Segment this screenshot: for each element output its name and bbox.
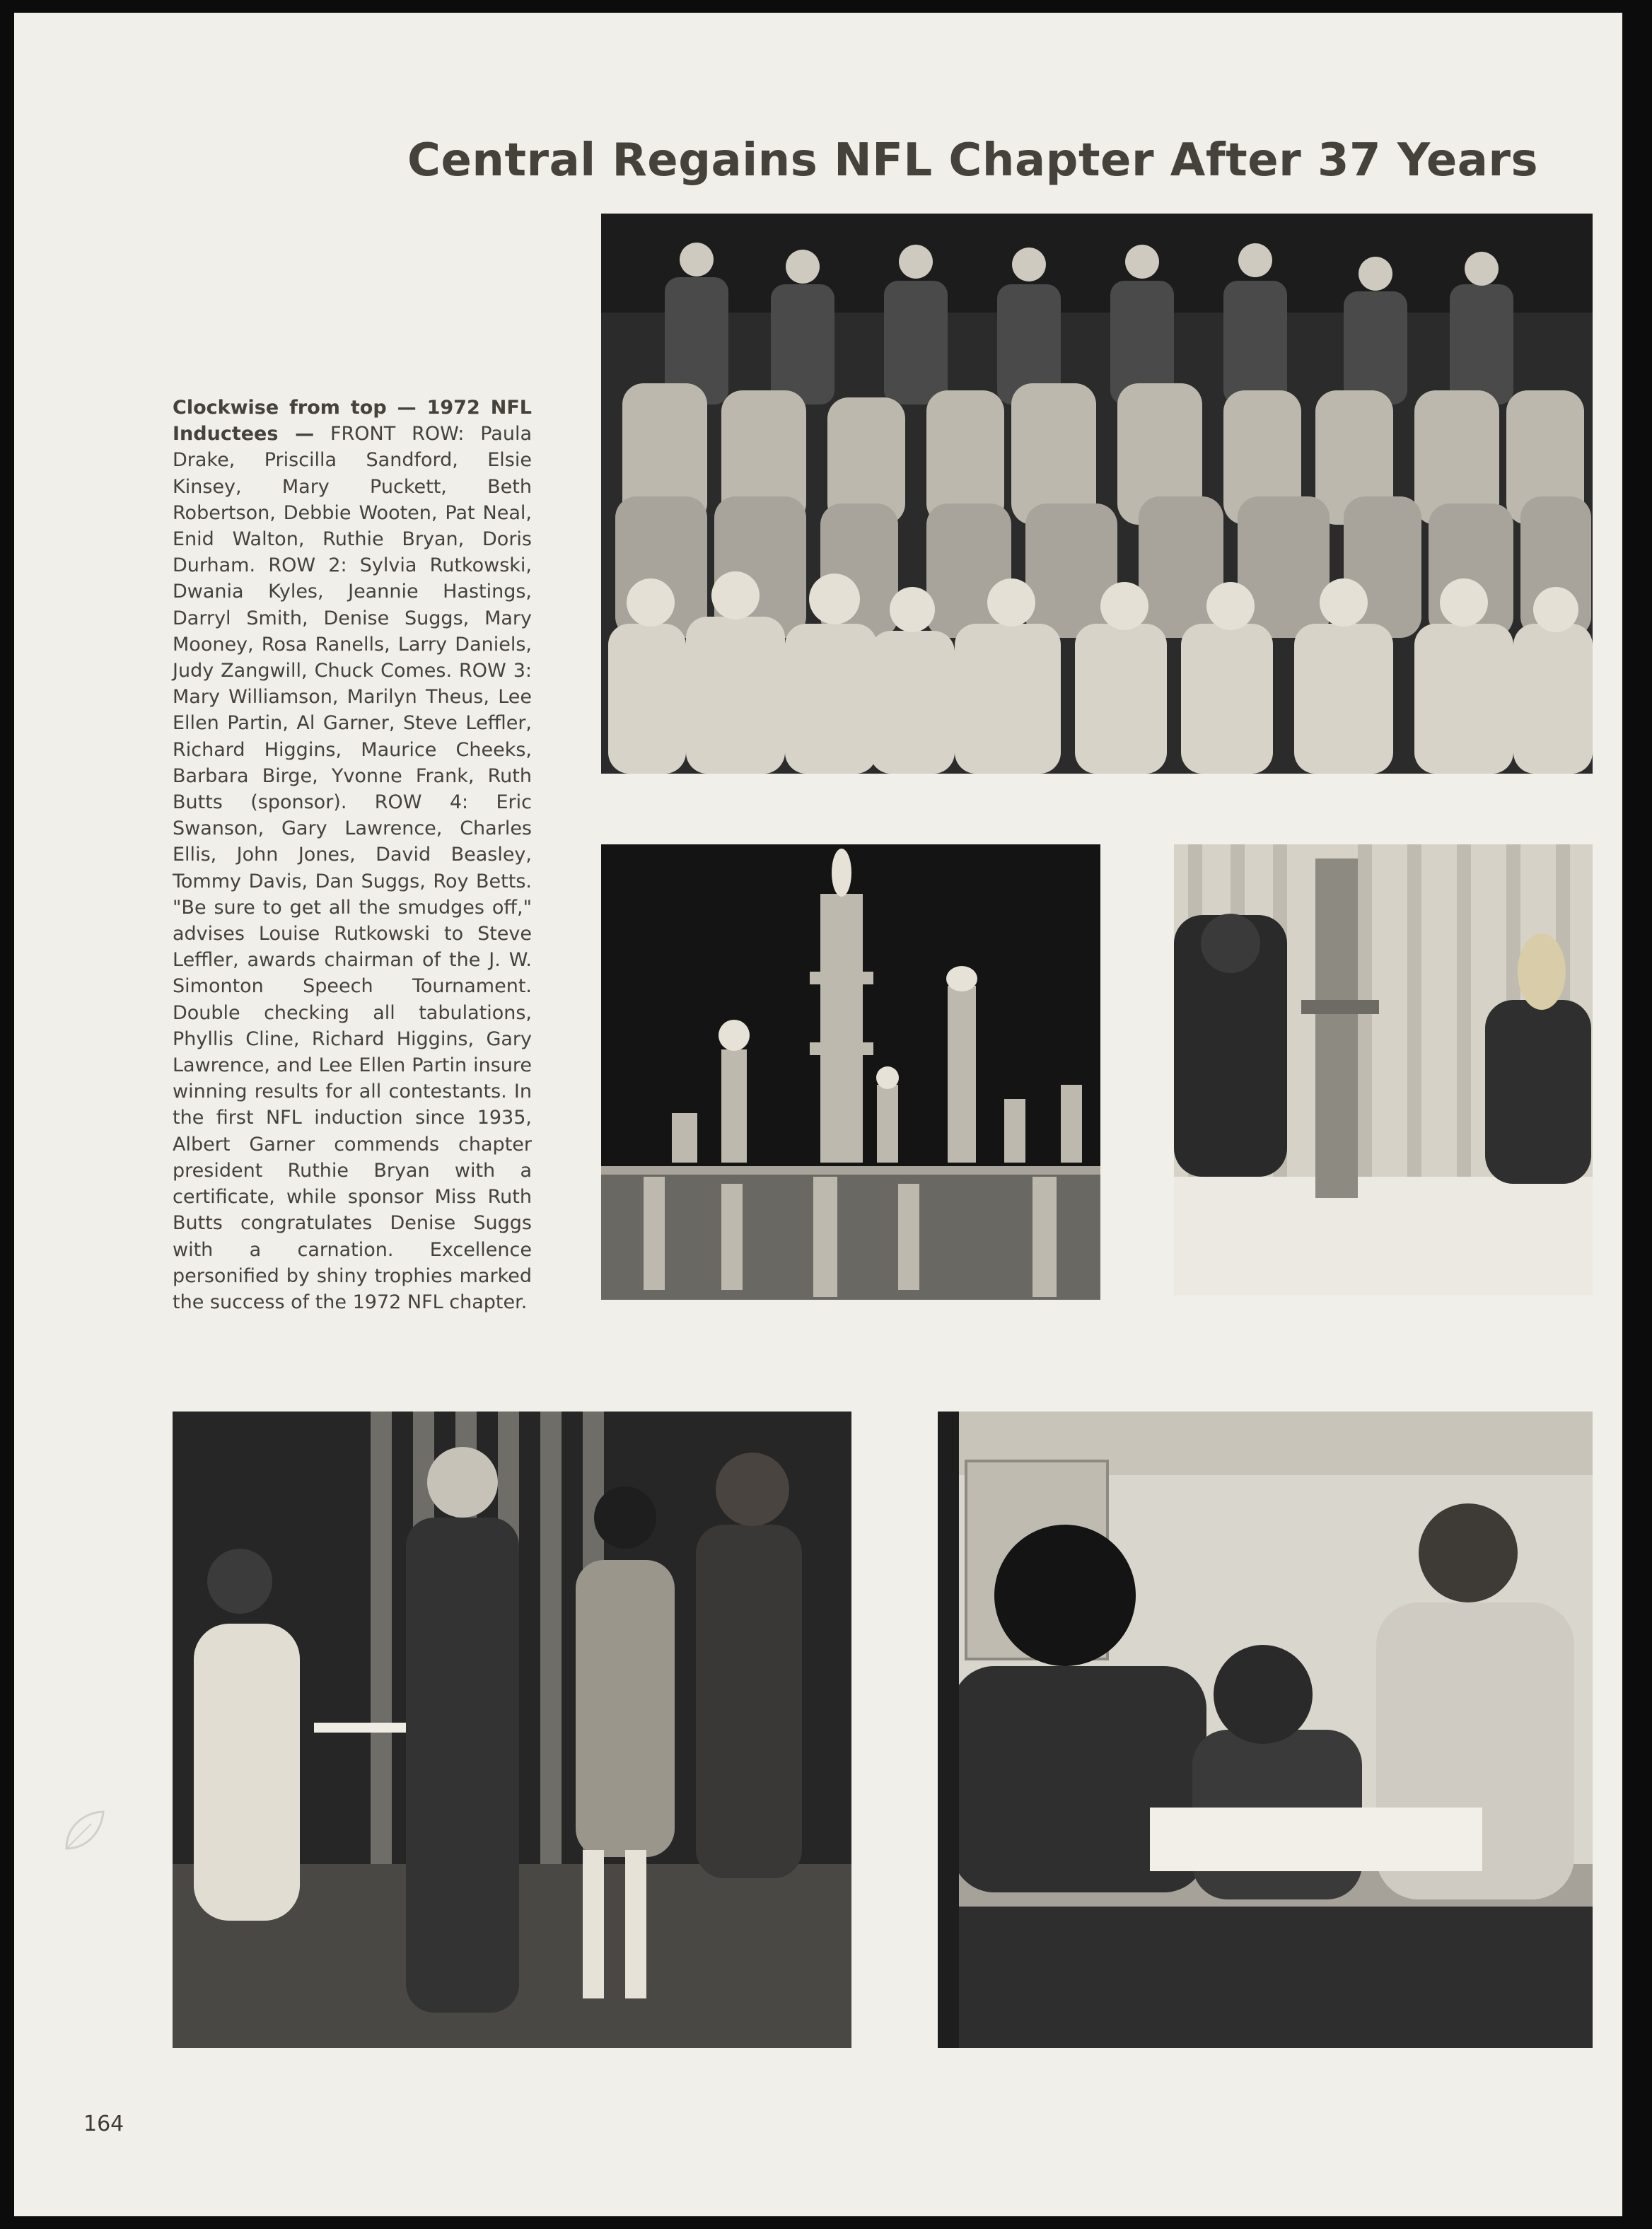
- page-number: 164: [83, 2112, 124, 2136]
- yearbook-page: [14, 13, 1622, 2216]
- leaf-icon: [59, 1806, 109, 1856]
- trophy-display-photo: [601, 844, 1100, 1300]
- tabulation-photo: [938, 1412, 1593, 2048]
- group-photo-inductees: [601, 214, 1593, 774]
- page-title: Central Regains NFL Chapter After 37 Years: [407, 134, 1539, 187]
- caption-lead: Clockwise from top — 1972 NFL Inductees —: [173, 397, 532, 446]
- caption-body: FRONT ROW: Paula Drake, Priscilla Sandford, Elsie Kinsey, Mary Puckett, Beth Robertson, Debbie Wooten, Pat Neal, Enid Walton, Ruthie Bryan, Doris Durham. ROW 2: Sylvia Rutkowski, Dwania Kyles, Jeannie Hastings, Darryl Smith, Denise Suggs, Mary Mooney, Rosa Ranells, Larry Daniels, Judy Zangwill, Chuck Comes. ROW 3: Mary Williamson, Marilyn Theus, Lee Ellen Partin, Al Garner, Steve Leffler, Richard Higgins, Maurice Cheeks, Barbara Birge, Yvonne Frank, Ruth Butts (sponsor). ROW 4: Eric Swanson, Gary Lawrence, Charles Ellis, John Jones, David Beasley, Tommy Davis, Dan Suggs, Roy Betts. "Be sure to get all the smudges off," advises Louise Rutkowski to Steve Leffler, awards chairman of the J. W. Simonton Speech Tournament. Double checking all tabulations, Phyllis Cline, Richard Higgins, Gary Lawrence, and Lee Ellen Partin insure winning results for all contestants. In the first NFL induction since 1935, Albert Garner commends chapter president Ruthie Bryan with a certificate, while sponsor Miss Ruth Butts congratulates Denise Suggs with a carnation. Excellence personified by shiny trophies marked the success of the 1972 NFL chapter.: [173, 423, 532, 1313]
- trophy-polishing-photo: [1174, 844, 1593, 1296]
- photo-caption: [173, 395, 532, 1315]
- induction-ceremony-photo: [173, 1412, 851, 2048]
